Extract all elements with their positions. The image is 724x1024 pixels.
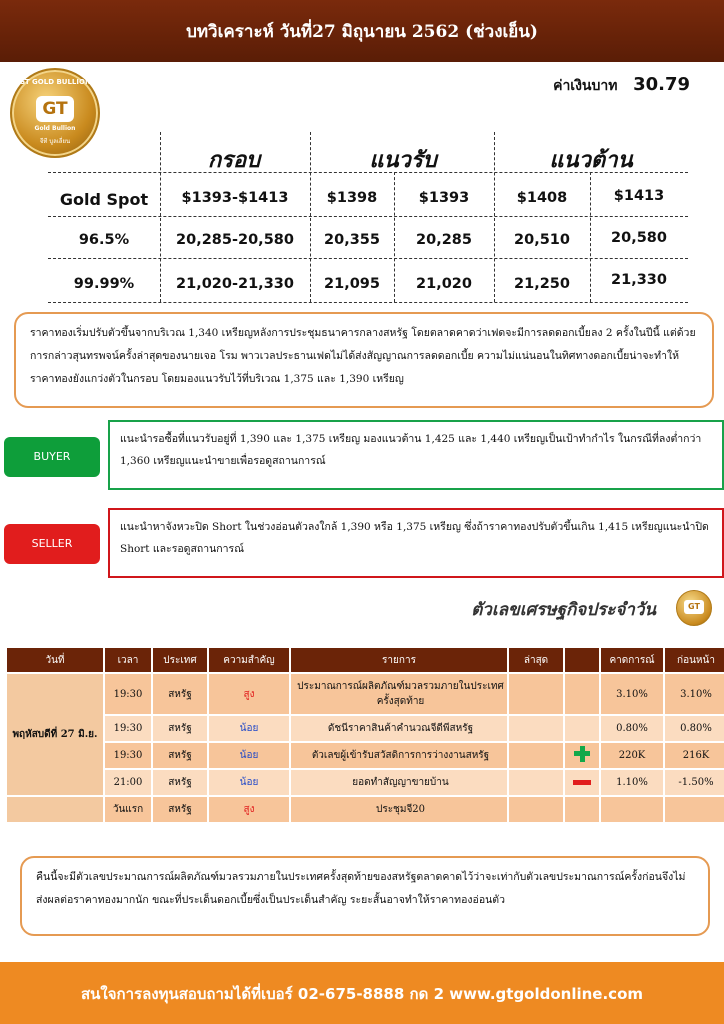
range-cell: $1393-$1413 [181, 190, 289, 206]
forecast-cell: 3.10% [601, 674, 663, 714]
previous-cell: -1.50% [665, 770, 724, 795]
support-1-cell: $1398 [326, 190, 378, 206]
logo-ring-top: GT GOLD BULLION [19, 78, 91, 86]
table-row [7, 770, 724, 795]
exchange-rate [553, 74, 690, 97]
economic-calendar-table [5, 646, 724, 824]
support-2-cell: 21,020 [416, 276, 472, 292]
page-header [0, 0, 724, 62]
divider [48, 216, 688, 217]
buyer-recommendation: แนะนำรอซื้อที่แนวรับอยู่ที่ 1,390 และ 1,375 เหรียญ มองแนวต้าน 1,425 และ 1,440 เหรียญเป็นเป้าทำกำไร ในกรณีที่ลงต่ำกว่า 1,360 เหรียญแนะนำขายเพื่อรอดูสถานการณ์ [108, 420, 724, 490]
header-resistance: แนวต้าน [549, 147, 633, 173]
item-cell: ประชุมจี20 [291, 797, 507, 822]
support-1-cell: 21,095 [324, 276, 380, 292]
forecast-cell: 220K [601, 743, 663, 768]
logo-sub: Gold Bullion [34, 125, 76, 132]
table-header-row [7, 648, 724, 672]
previous-cell: 0.80% [665, 716, 724, 741]
forecast-cell [601, 797, 663, 822]
previous-cell: 216K [665, 743, 724, 768]
logo-mark: GT [36, 96, 74, 122]
time-cell: 19:30 [105, 716, 151, 741]
seller-recommendation: แนะนำหาจังหวะปิด Short ในช่วงอ่อนตัวลงใกล้ 1,390 หรือ 1,375 เหรียญ ซึ่งถ้าราคาทองปรับตัวขึ้นเกิน 1,415 เหรียญแนะนำปิด Short และรอดูสถานการณ์ [108, 508, 724, 578]
trend-cell [565, 743, 599, 768]
col-trend [565, 648, 599, 672]
table-row [7, 797, 724, 822]
latest-cell [509, 674, 563, 714]
latest-cell [509, 797, 563, 822]
buyer-button[interactable]: BUYER [4, 437, 100, 477]
divider [48, 258, 688, 259]
summary-box: คืนนี้จะมีตัวเลขประมาณการณ์ผลิตภัณฑ์มวลรวมภายในประเทศครั้งสุดท้ายของสหรัฐตลาดคาดไว้ว่าจะเท่ากับตัวเลขประมาณการณ์ครั้งก่อนจึงไม่ส่งผลต่อราคาทองมากนัก ขณะที่ประเด็นดอกเบี้ยซึ่งเป็นประเด็นสำคัญ ระยะสั้นอาจทำให้ราคาทองอ่อนตัว [20, 856, 710, 936]
page-footer [0, 962, 724, 1024]
country-cell: สหรัฐ [153, 797, 207, 822]
time-cell: วันแรก [105, 797, 151, 822]
resistance-2-cell: $1413 [613, 188, 665, 204]
country-cell: สหรัฐ [153, 674, 207, 714]
trend-cell [565, 674, 599, 714]
header-range: กรอบ [207, 147, 261, 173]
gt-coin-icon [676, 590, 712, 626]
page-title: บทวิเคราะห์ วันที่27 มิถุนายน 2562 (ช่วงเย็น) [186, 22, 538, 42]
previous-cell: 3.10% [665, 674, 724, 714]
col-forecast: คาดการณ์ [601, 648, 663, 672]
col-item: รายการ [291, 648, 507, 672]
divider [48, 302, 688, 303]
price-table [48, 132, 688, 304]
header-support: แนวรับ [369, 147, 437, 173]
item-cell: ตัวเลขผู้เข้ารับสวัสดิการการว่างงานสหรัฐ [291, 743, 507, 768]
footer-contact: สนใจการลงทุนสอบถามได้ที่เบอร์ 02-675-8888 กด 2 www.gtgoldonline.com [80, 985, 644, 1003]
item-cell: ดัชนีราคาสินค้าคำนวณจีดีพีสหรัฐ [291, 716, 507, 741]
economic-calendar-title: ตัวเลขเศรษฐกิจประจำวัน [471, 600, 656, 620]
minus-icon [573, 780, 591, 785]
item-cell: ประมาณการณ์ผลิตภัณฑ์มวลรวมภายในประเทศครั้งสุดท้าย [291, 674, 507, 714]
col-importance: ความสำคัญ [209, 648, 289, 672]
table-row [7, 743, 724, 768]
latest-cell [509, 770, 563, 795]
trend-cell [565, 770, 599, 795]
importance-cell: สูง [209, 797, 289, 822]
item-cell: ยอดทำสัญญาขายบ้าน [291, 770, 507, 795]
support-2-cell: 20,285 [416, 232, 472, 248]
country-cell: สหรัฐ [153, 716, 207, 741]
forecast-cell: 1.10% [601, 770, 663, 795]
country-cell: สหรัฐ [153, 743, 207, 768]
support-2-cell: $1393 [418, 190, 470, 206]
resistance-1-cell: $1408 [516, 190, 568, 206]
resistance-2-cell: 20,580 [611, 230, 667, 246]
previous-cell [665, 797, 724, 822]
row-label: 99.99% [73, 276, 135, 292]
divider [48, 172, 688, 173]
col-latest: ล่าสุด [509, 648, 563, 672]
importance-cell: น้อย [209, 743, 289, 768]
exchange-rate-value: 30.79 [633, 74, 690, 95]
seller-button[interactable]: SELLER [4, 524, 100, 564]
time-cell: 21:00 [105, 770, 151, 795]
col-time: เวลา [105, 648, 151, 672]
trend-cell [565, 797, 599, 822]
resistance-1-cell: 20,510 [514, 232, 570, 248]
forecast-cell: 0.80% [601, 716, 663, 741]
col-country: ประเทศ [153, 648, 207, 672]
table-row [7, 716, 724, 741]
day-cell: พฤหัสบดีที่ 27 มิ.ย. [7, 674, 103, 795]
range-cell: 20,285-20,580 [176, 232, 294, 248]
plus-icon [574, 746, 590, 762]
importance-cell: น้อย [209, 770, 289, 795]
importance-cell: สูง [209, 674, 289, 714]
day-cell [7, 797, 103, 822]
latest-cell [509, 716, 563, 741]
row-label: 96.5% [78, 232, 130, 248]
country-cell: สหรัฐ [153, 770, 207, 795]
resistance-2-cell: 21,330 [611, 272, 667, 288]
col-date: วันที่ [7, 648, 103, 672]
analysis-box: ราคาทองเริ่มปรับตัวขึ้นจากบริเวณ 1,340 เหรียญหลังการประชุมธนาคารกลางสหรัฐ โดยตลาดคาดว่าเฟดจะมีการลดดอกเบี้ยลง 2 ครั้งในปีนี้ แต่ด้วยการกล่าวสุนทรพจน์ครั้งล่าสุดของนายเจอ โรม พาวเวลประธานเฟดไม่ได้ส่งสัญญาณการลดดอกเบี้ย ความไม่แน่นอนในทิศทางดอกเบี้ยน่าจะทำให้ราคาทองยังแกว่งตัวในกรอบ โดยมองแนวรับไว้ที่บริเวณ 1,375 และ 1,390 เหรียญ [14, 312, 714, 408]
time-cell: 19:30 [105, 743, 151, 768]
exchange-rate-label: ค่าเงินบาท [553, 78, 618, 94]
trend-cell [565, 716, 599, 741]
row-label: Gold Spot [59, 190, 149, 209]
logo-ring-bottom: จีที บูลเลี่ยน [39, 138, 71, 145]
table-row [7, 674, 724, 714]
support-1-cell: 20,355 [324, 232, 380, 248]
time-cell: 19:30 [105, 674, 151, 714]
resistance-1-cell: 21,250 [514, 276, 570, 292]
importance-cell: น้อย [209, 716, 289, 741]
latest-cell [509, 743, 563, 768]
coin-mark: GT [684, 600, 704, 614]
col-previous: ก่อนหน้า [665, 648, 724, 672]
range-cell: 21,020-21,330 [176, 276, 294, 292]
